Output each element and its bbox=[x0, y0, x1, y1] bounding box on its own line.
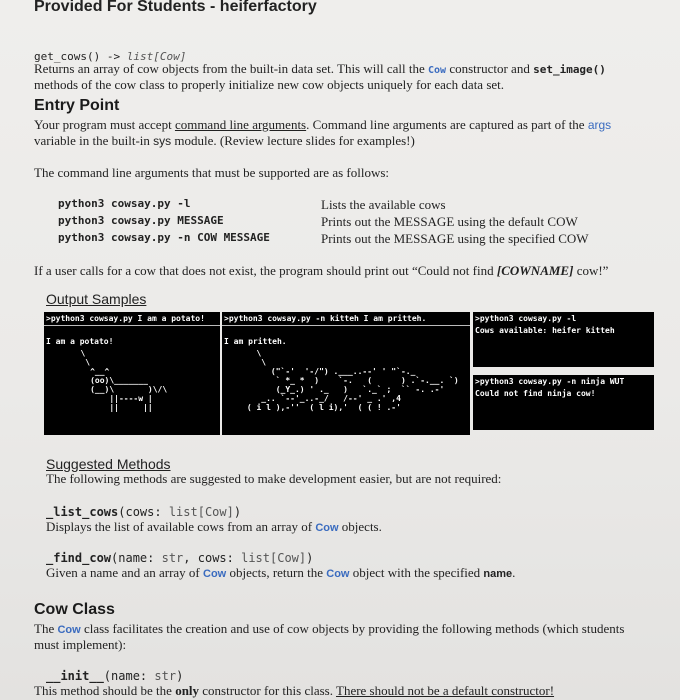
entry-text2: . Command line arguments are captured as part of the bbox=[306, 117, 588, 132]
find-cow-desc-text2: objects, return the bbox=[226, 565, 327, 580]
get-cows-return: list[Cow] bbox=[126, 50, 187, 63]
cow-class-text2: class facilitates the creation and use of cow objects by providing the following methods (which students bbox=[80, 621, 625, 636]
missing-cow-note bbox=[34, 263, 608, 279]
name-attr-ref: name bbox=[483, 568, 513, 580]
terminal-list bbox=[473, 312, 654, 367]
find-cow-signature bbox=[46, 551, 313, 566]
find-cow-desc-text3: object with the specified bbox=[349, 565, 484, 580]
page-title: Provided For Students - heiferfactory bbox=[34, 0, 317, 15]
cow-class-heading: Cow Class bbox=[34, 601, 115, 618]
get-cows-arrow: -> bbox=[100, 50, 127, 63]
init-close: ) bbox=[176, 669, 184, 683]
cow-class-para-line2: must implement): bbox=[34, 637, 127, 652]
terminal-message: I am a potato! bbox=[46, 337, 114, 346]
get-cows-desc-text2: constructor and bbox=[446, 61, 534, 76]
find-cow-desc bbox=[46, 565, 515, 582]
terminal-command: >python3 cowsay.py -n kitteh I am pritteh. bbox=[224, 314, 427, 323]
terminal-ninja bbox=[473, 375, 654, 430]
terminal-command: >python3 cowsay.py I am a potato! bbox=[46, 314, 205, 323]
heifer-ascii-art: \ \ ^__^ (oo)\_______ (__)\ )\/\ ||----w | || || bbox=[80, 349, 168, 412]
find-cow-type2: list[Cow] bbox=[241, 551, 307, 565]
terminal-potato bbox=[44, 312, 220, 435]
terminal-command: >python3 cowsay.py -l bbox=[475, 314, 577, 323]
list-cows-close: ) bbox=[233, 505, 242, 519]
get-cows-desc-line2: methods of the cow class to properly initialize new cow objects uniquely for each data set. bbox=[34, 77, 505, 92]
cow-class-ref: Cow bbox=[315, 522, 339, 534]
missing-cow-text: If a user calls for a cow that does not exist, the program should print out “Could not find bbox=[34, 263, 497, 278]
find-cow-name: _find_cow bbox=[46, 551, 112, 565]
find-cow-param: (name: bbox=[111, 551, 162, 565]
list-cows-desc-end: objects. bbox=[338, 519, 382, 534]
command-1-desc: Lists the available cows bbox=[321, 197, 446, 212]
set-image-ref: set_image() bbox=[533, 63, 606, 76]
entry-para-line1 bbox=[34, 117, 611, 133]
find-cow-desc-end: . bbox=[512, 565, 516, 580]
terminal-divider bbox=[44, 325, 220, 326]
get-cows-name: get_cows() bbox=[34, 50, 101, 63]
entry-point-heading: Entry Point bbox=[34, 97, 120, 114]
init-param: (name: bbox=[103, 669, 155, 683]
command-line-arguments-link[interactable]: command line arguments bbox=[174, 117, 307, 132]
entry-text4: module. (Review lecture slides for examples!) bbox=[171, 133, 415, 148]
list-cows-type: list[Cow] bbox=[168, 505, 234, 519]
list-cows-desc-text: Displays the list of available cows from an array of bbox=[46, 519, 316, 534]
args-ref: args bbox=[587, 118, 612, 132]
get-cows-desc-text: Returns an array of cow objects from the built-in data set. This will call the bbox=[34, 61, 428, 76]
cow-class-ref: Cow bbox=[428, 65, 447, 76]
terminal-divider bbox=[222, 325, 470, 326]
list-cows-param: (cows: bbox=[118, 505, 169, 519]
find-cow-param2: , cows: bbox=[183, 551, 242, 565]
init-desc-text: This method should be the bbox=[34, 683, 176, 698]
only-emphasis: only bbox=[175, 683, 200, 698]
cowname-placeholder: [COWNAME] bbox=[496, 263, 574, 278]
command-1: python3 cowsay.py -l bbox=[58, 197, 191, 210]
terminal-message: I am pritteh. bbox=[224, 337, 287, 346]
init-desc-text2: constructor for this class. bbox=[199, 683, 336, 698]
missing-cow-end: cow!” bbox=[573, 263, 609, 278]
sys-ref: sys bbox=[153, 134, 172, 148]
init-signature bbox=[46, 669, 183, 684]
cow-class-ref: Cow bbox=[203, 568, 227, 580]
entry-para-line3: The command line arguments that must be supported are as follows: bbox=[34, 165, 390, 180]
command-2: python3 cowsay.py MESSAGE bbox=[58, 214, 224, 227]
command-3-desc: Prints out the MESSAGE using the specified COW bbox=[321, 231, 589, 246]
suggested-methods-heading: Suggested Methods bbox=[46, 456, 171, 472]
cow-class-para-line1 bbox=[34, 621, 624, 638]
terminal-output: Cows available: heifer kitteh bbox=[475, 326, 615, 335]
entry-para-line2 bbox=[34, 133, 415, 149]
entry-text3: variable in the built-in bbox=[34, 133, 154, 148]
init-desc bbox=[34, 683, 554, 699]
find-cow-type1: str bbox=[161, 551, 184, 565]
suggested-intro: The following methods are suggested to make development easier, but are not required: bbox=[46, 471, 502, 486]
terminal-command: >python3 cowsay.py -n ninja WUT bbox=[475, 377, 625, 386]
entry-text: Your program must accept bbox=[34, 117, 175, 132]
output-samples-heading: Output Samples bbox=[46, 291, 147, 307]
cow-class-ref: Cow bbox=[326, 568, 350, 580]
find-cow-desc-text: Given a name and an array of bbox=[46, 565, 204, 580]
terminal-kitteh bbox=[222, 312, 470, 435]
no-default-constructor-note: There should not be a default constructor! bbox=[336, 683, 555, 698]
list-cows-signature bbox=[46, 505, 241, 520]
init-type: str bbox=[154, 669, 177, 683]
find-cow-close: ) bbox=[306, 551, 314, 565]
terminal-output: Could not find ninja cow! bbox=[475, 389, 596, 398]
list-cows-desc bbox=[46, 519, 382, 536]
kitteh-ascii-art: \ \ ("`-' '-/") .___..--' ' "`-._ ` *_ * ) `-. ( ) .`-.__. `) (_Y_.) ' ._ ) `._` ; `` -. .-' _.. `--'_..-_/ /--' _ .' ,4 ( i l ),-'' ( l i),' ( ( ! .-' bbox=[246, 349, 459, 412]
cow-class-text: The bbox=[34, 621, 58, 636]
init-name: __init__ bbox=[46, 669, 104, 683]
command-3: python3 cowsay.py -n COW MESSAGE bbox=[58, 231, 270, 244]
list-cows-name: _list_cows bbox=[46, 505, 119, 519]
cow-class-ref: Cow bbox=[57, 624, 81, 636]
command-2-desc: Prints out the MESSAGE using the default COW bbox=[321, 214, 578, 229]
